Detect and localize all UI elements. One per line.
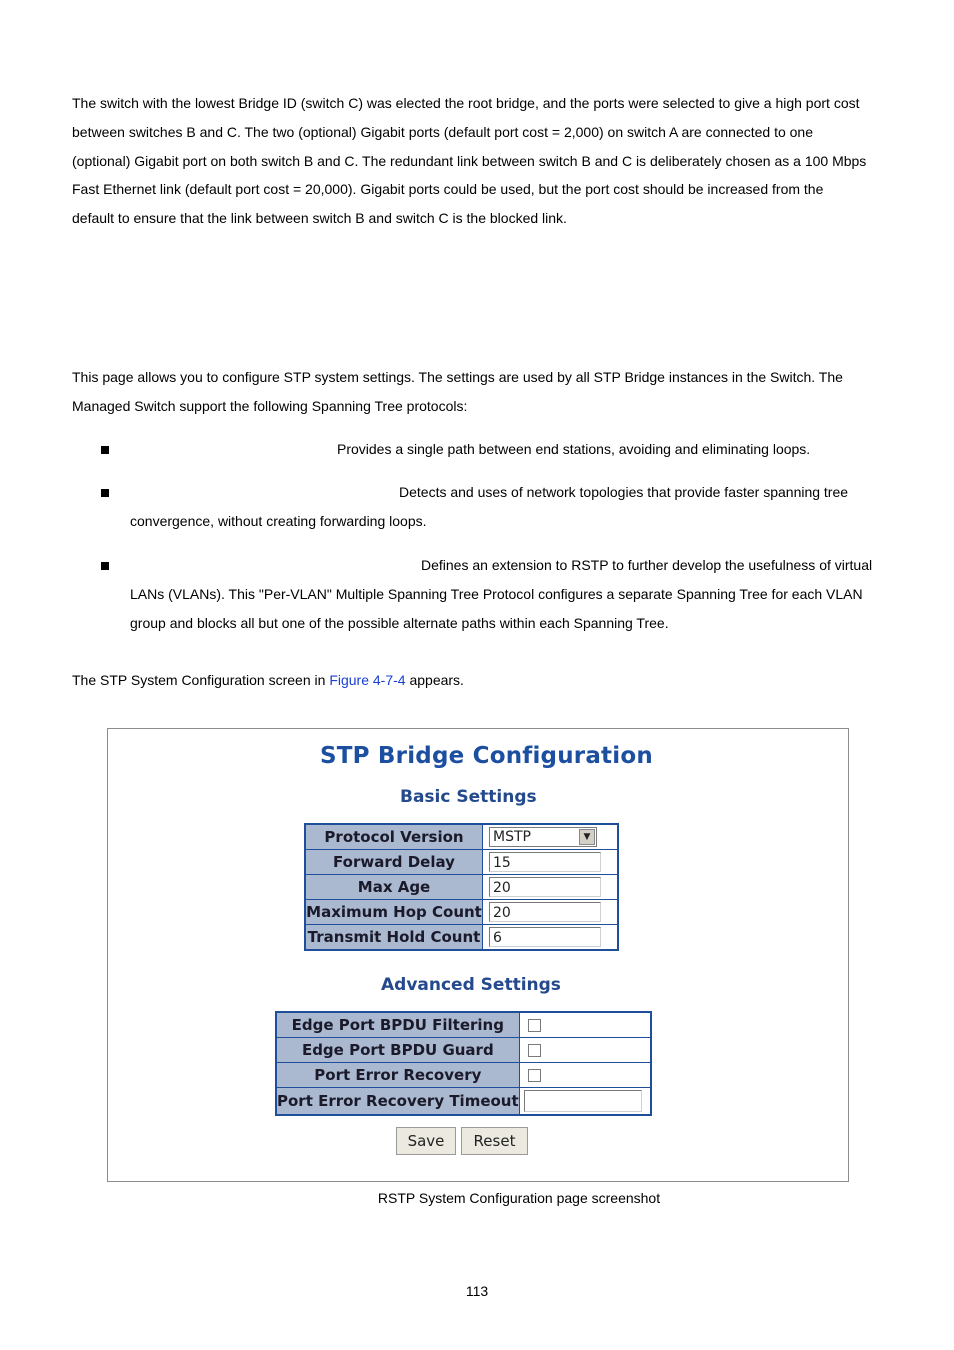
max-hop-count-label: Maximum Hop Count bbox=[305, 900, 483, 925]
chevron-down-icon[interactable]: ▼ bbox=[579, 829, 595, 845]
protocol-version-label: Protocol Version bbox=[305, 824, 483, 850]
max-hop-count-cell bbox=[483, 900, 619, 925]
text-line: Managed Switch support the following Spanning Tree protocols: bbox=[72, 397, 468, 414]
port-error-recovery-timeout-input[interactable] bbox=[524, 1090, 642, 1112]
figure-intro bbox=[72, 666, 884, 695]
text-line: The switch with the lowest Bridge ID (switch C) was elected the root bridge, and the ports were selected to give a high port cost bbox=[72, 95, 860, 111]
table-row bbox=[276, 1063, 651, 1088]
edge-bpdu-guard-cell bbox=[519, 1038, 651, 1063]
intro-paragraph bbox=[72, 89, 884, 233]
transmit-hold-count-cell bbox=[483, 925, 619, 951]
bullet-icon bbox=[101, 562, 109, 570]
bullet-icon bbox=[101, 446, 109, 454]
figure-caption bbox=[0, 1190, 954, 1206]
stp-page-title: STP Bridge Configuration bbox=[320, 743, 653, 769]
edge-bpdu-guard-label: Edge Port BPDU Guard bbox=[276, 1038, 519, 1063]
stp-description-paragraph bbox=[72, 363, 884, 421]
transmit-hold-count-label: Transmit Hold Count bbox=[305, 925, 483, 951]
bullet-rstp-continuation: convergence, without creating forwarding loops. bbox=[130, 513, 427, 529]
edge-bpdu-filtering-checkbox[interactable] bbox=[528, 1019, 541, 1032]
bullet-mstp-continuation bbox=[130, 580, 884, 638]
edge-bpdu-filtering-cell bbox=[519, 1012, 651, 1038]
text-line: LANs (VLANs). This "Per-VLAN" Multiple Spanning Tree Protocol configures a separate Spanning Tree for each VLAN bbox=[130, 586, 863, 602]
table-row bbox=[305, 850, 618, 875]
table-row bbox=[305, 875, 618, 900]
basic-settings-heading: Basic Settings bbox=[400, 787, 537, 807]
protocol-version-select[interactable] bbox=[489, 827, 597, 847]
bullet-stp-text: Provides a single path between end stations, avoiding and eliminating loops. bbox=[337, 441, 811, 457]
edge-bpdu-filtering-label: Edge Port BPDU Filtering bbox=[276, 1012, 519, 1038]
bullet-mstp-text: Defines an extension to RSTP to further develop the usefulness of virtual bbox=[421, 557, 873, 573]
text-line: (optional) Gigabit port on both switch B and C. The redundant link between switch B and C is deliberately chosen as a 100 Mbps bbox=[72, 152, 867, 169]
port-error-recovery-timeout-label: Port Error Recovery Timeout bbox=[276, 1088, 519, 1116]
table-row bbox=[305, 900, 618, 925]
basic-settings-table bbox=[304, 823, 619, 951]
max-hop-count-input[interactable]: 20 bbox=[489, 902, 601, 922]
edge-bpdu-guard-checkbox[interactable] bbox=[528, 1044, 541, 1057]
figure-link[interactable]: Figure 4-7-4 bbox=[329, 672, 406, 688]
port-error-recovery-cell bbox=[519, 1063, 651, 1088]
reset-button[interactable]: Reset bbox=[461, 1127, 528, 1155]
protocol-version-cell bbox=[483, 824, 619, 850]
transmit-hold-count-input[interactable]: 6 bbox=[489, 927, 601, 947]
table-row bbox=[276, 1012, 651, 1038]
table-row bbox=[305, 824, 618, 850]
bullet-icon bbox=[101, 489, 109, 497]
forward-delay-label: Forward Delay bbox=[305, 850, 483, 875]
port-error-recovery-timeout-cell bbox=[519, 1088, 651, 1116]
figure-intro-after: appears. bbox=[405, 672, 464, 688]
max-age-cell bbox=[483, 875, 619, 900]
table-row bbox=[305, 925, 618, 951]
protocol-version-value: MSTP bbox=[493, 829, 531, 845]
figure-intro-before: The STP System Configuration screen in bbox=[72, 672, 330, 688]
max-age-input[interactable]: 20 bbox=[489, 877, 601, 897]
text-line: This page allows you to configure STP system settings. The settings are used by all STP Bridge instances in the Switch. The bbox=[72, 369, 843, 385]
save-button[interactable]: Save bbox=[396, 1127, 456, 1155]
table-row bbox=[276, 1038, 651, 1063]
text-line: Fast Ethernet link (default port cost = 20,000). Gigabit ports could be used, but the port cost should be increased from the bbox=[72, 181, 824, 198]
text-line: group and blocks all but one of the possible alternate paths within each Spanning Tree. bbox=[130, 614, 669, 631]
port-error-recovery-checkbox[interactable] bbox=[528, 1069, 541, 1082]
max-age-label: Max Age bbox=[305, 875, 483, 900]
text-line: default to ensure that the link between switch B and switch C is the blocked link. bbox=[72, 210, 567, 227]
page-number: 113 bbox=[465, 1283, 489, 1299]
forward-delay-cell bbox=[483, 850, 619, 875]
figure-caption-text: RSTP System Configuration page screenshot bbox=[377, 1190, 661, 1206]
bullet-rstp-text: Detects and uses of network topologies that provide faster spanning tree bbox=[399, 484, 849, 500]
stp-config-screenshot bbox=[107, 728, 849, 1182]
port-error-recovery-label: Port Error Recovery bbox=[276, 1063, 519, 1088]
advanced-settings-heading: Advanced Settings bbox=[381, 975, 561, 995]
advanced-settings-table bbox=[275, 1011, 652, 1116]
table-row bbox=[276, 1088, 651, 1116]
text-line: between switches B and C. The two (optional) Gigabit ports (default port cost = 2,000) on switch A are connected to one bbox=[72, 123, 814, 140]
forward-delay-input[interactable]: 15 bbox=[489, 852, 601, 872]
